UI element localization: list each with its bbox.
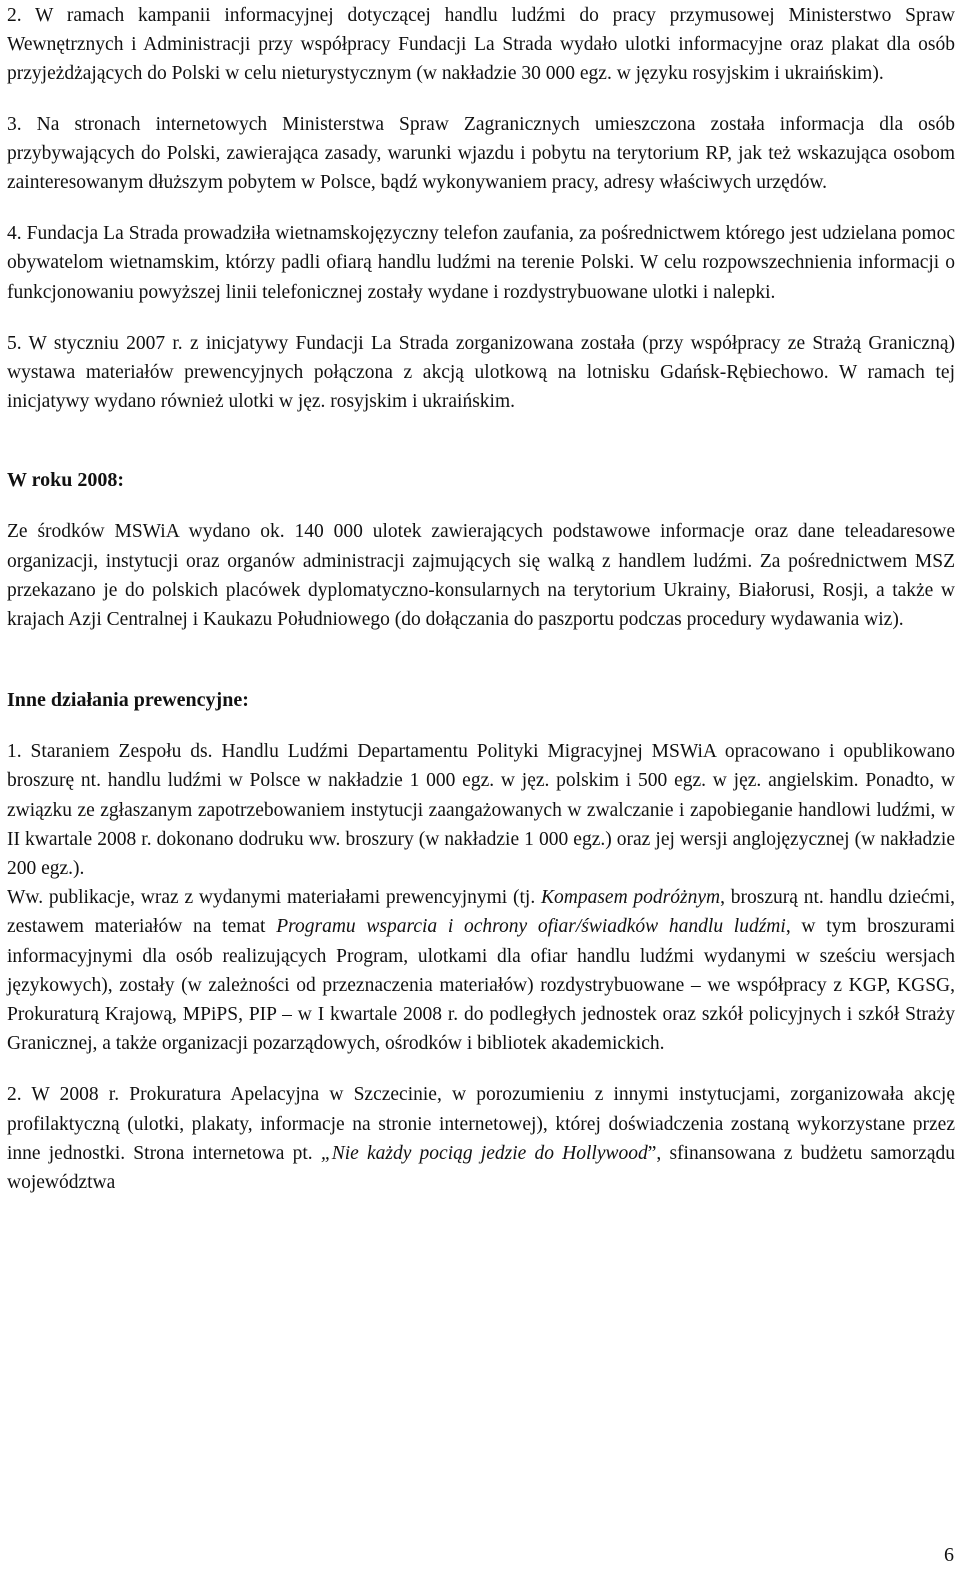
spacer — [7, 715, 955, 737]
document-page — [7, 0, 955, 1197]
prevention-item-1: 1. Staraniem Zespołu ds. Handlu Ludźmi Departamentu Polityki Migracyjnej MSWiA opracowano i opublikowano broszurę nt. handlu ludźmi w Polsce w nakładzie 1 000 egz. w jęz. polskim i 500 egz. w jęz. angielskim. Ponadto, w związku ze zgłaszanym zapotrzebowaniem instytucji zaangażowanych w zwalczanie i zapobieganie handlowi ludźmi, w II kwartale 2008 r. dokonano dodruku ww. broszury (w nakładzie 1 000 egz.) oraz jej wersji anglojęzycznej (w nakładzie 200 egz.). — [7, 741, 955, 880]
spacer — [7, 89, 955, 110]
publications-text-1: Ww. publikacje, wraz z wydanymi materiałami prewencyjnymi (tj. — [7, 887, 541, 909]
item-2-italic-title: „Nie każdy pociąg jedzie do Hollywood — [320, 1142, 648, 1164]
paragraph-2008-body: Ze środków MSWiA wydano ok. 140 000 ulotek zawierających podstawowe informacje oraz dane teleadaresowe organizacji, instytucji oraz organów administracji zajmujących się walką z handlem ludźmi. Za pośrednictwem MSZ przekazano je do polskich placówek dyplomatyczno-konsularnych na terytorium Ukrainy, Białorusi, Rosji, a także w krajach Azji Centralnej i Kaukazu Południowego (do dołączania do paszportu podczas procedury wydawania wiz). — [7, 521, 955, 631]
prevention-item-2 — [7, 1080, 955, 1197]
spacer — [7, 416, 955, 466]
publications-italic-1: Kompasem podróżnym — [540, 887, 721, 909]
paragraph-4: 4. Fundacja La Strada prowadziła wietnamskojęzyczny telefon zaufania, za pośrednictwem którego jest udzielana pomoc obywatelom wietnamskim, którzy padli ofiarą handlu ludźmi na terenie Polski. W celu rozpowszechnienia informacji o funkcjonowaniu powyższej linii telefonicznej zostały wydane i rozdystrybuowane ulotki i nalepki. — [7, 223, 955, 303]
heading-year-2008: W roku 2008: — [7, 469, 125, 492]
paragraph-3: 3. Na stronach internetowych Ministerstwa Spraw Zagranicznych umieszczona została informacja dla osób przybywających do Polski, zawierająca zasady, warunki wjazdu i pobytu na terytorium RP, jak też wskazująca osobom zainteresowanym dłuższym pobytem w Polsce, bądź wykonywaniem pracy, adresy właściwych urzędów. — [7, 113, 955, 194]
spacer — [7, 197, 955, 219]
spacer — [7, 307, 955, 329]
prevention-publications-paragraph — [7, 883, 955, 1058]
spacer — [7, 1058, 955, 1080]
publications-italic-2: Programu wsparcia i ochrony ofiar/świadków handlu ludźmi — [276, 916, 786, 938]
spacer — [7, 634, 955, 686]
publications-text-2: , broszurą nt. handlu dziećmi, zestawem materiałów na temat — [7, 887, 955, 938]
paragraph-5: 5. W styczniu 2007 r. z inicjatywy Fundacji La Strada zorganizowana została (przy współpracy ze Strażą Graniczną) wystawa materiałów prewencyjnych połączona z akcją ulotkową na lotnisku Gdańsk-Rębiechowo. W ramach tej inicjatywy wydano również ulotki w jęz. rosyjskim i ukraińskim. — [7, 332, 955, 413]
paragraph-2: 2. W ramach kampanii informacyjnej dotyczącej handlu ludźmi do pracy przymusowej Ministerstwo Spraw Wewnętrznych i Administracji przy współpracy Fundacji La Strada wydało ulotki informacyjne oraz plakat dla osób przyjeżdżających do Polski w celu nieturystycznym (w nakładzie 30 000 egz. w języku rosyjskim i ukraińskim). — [7, 5, 955, 85]
spacer — [7, 495, 955, 517]
page-number: 6 — [944, 1544, 954, 1566]
item-2-text-2: ”, sfinansowana z budżetu samorządu województwa — [7, 1142, 955, 1194]
publications-text-3: , w tym broszurami informacyjnymi dla osób realizujących Program, ulotkami dla ofiar handlu ludźmi wydanymi w sześciu wersjach językowych), zostały (w zależności od przeznaczenia materiałów) rozdystrybuowane – we współpracy z KGP, KGSG, Prokuraturą Krajową, MPiPS, PIP – w I kwartale 2008 r. do podległych jednostek oraz szkół policyjnych i szkół Straży Granicznej, a także organizacji pozarządowych, ośrodków i bibliotek akademickich. — [7, 916, 955, 1055]
item-2-text-1: 2. W 2008 r. Prokuratura Apelacyjna w Szczecinie, w porozumieniu z innymi instytucjami, zorganizowała akcję profilaktyczną (ulotki, plakaty, informacje na stronie internetowej), której doświadczenia zostaną wykorzystane przez inne jednostki. Strona internetowa pt. — [7, 1084, 955, 1164]
heading-other-prevention: Inne działania prewencyjne: — [7, 689, 249, 712]
